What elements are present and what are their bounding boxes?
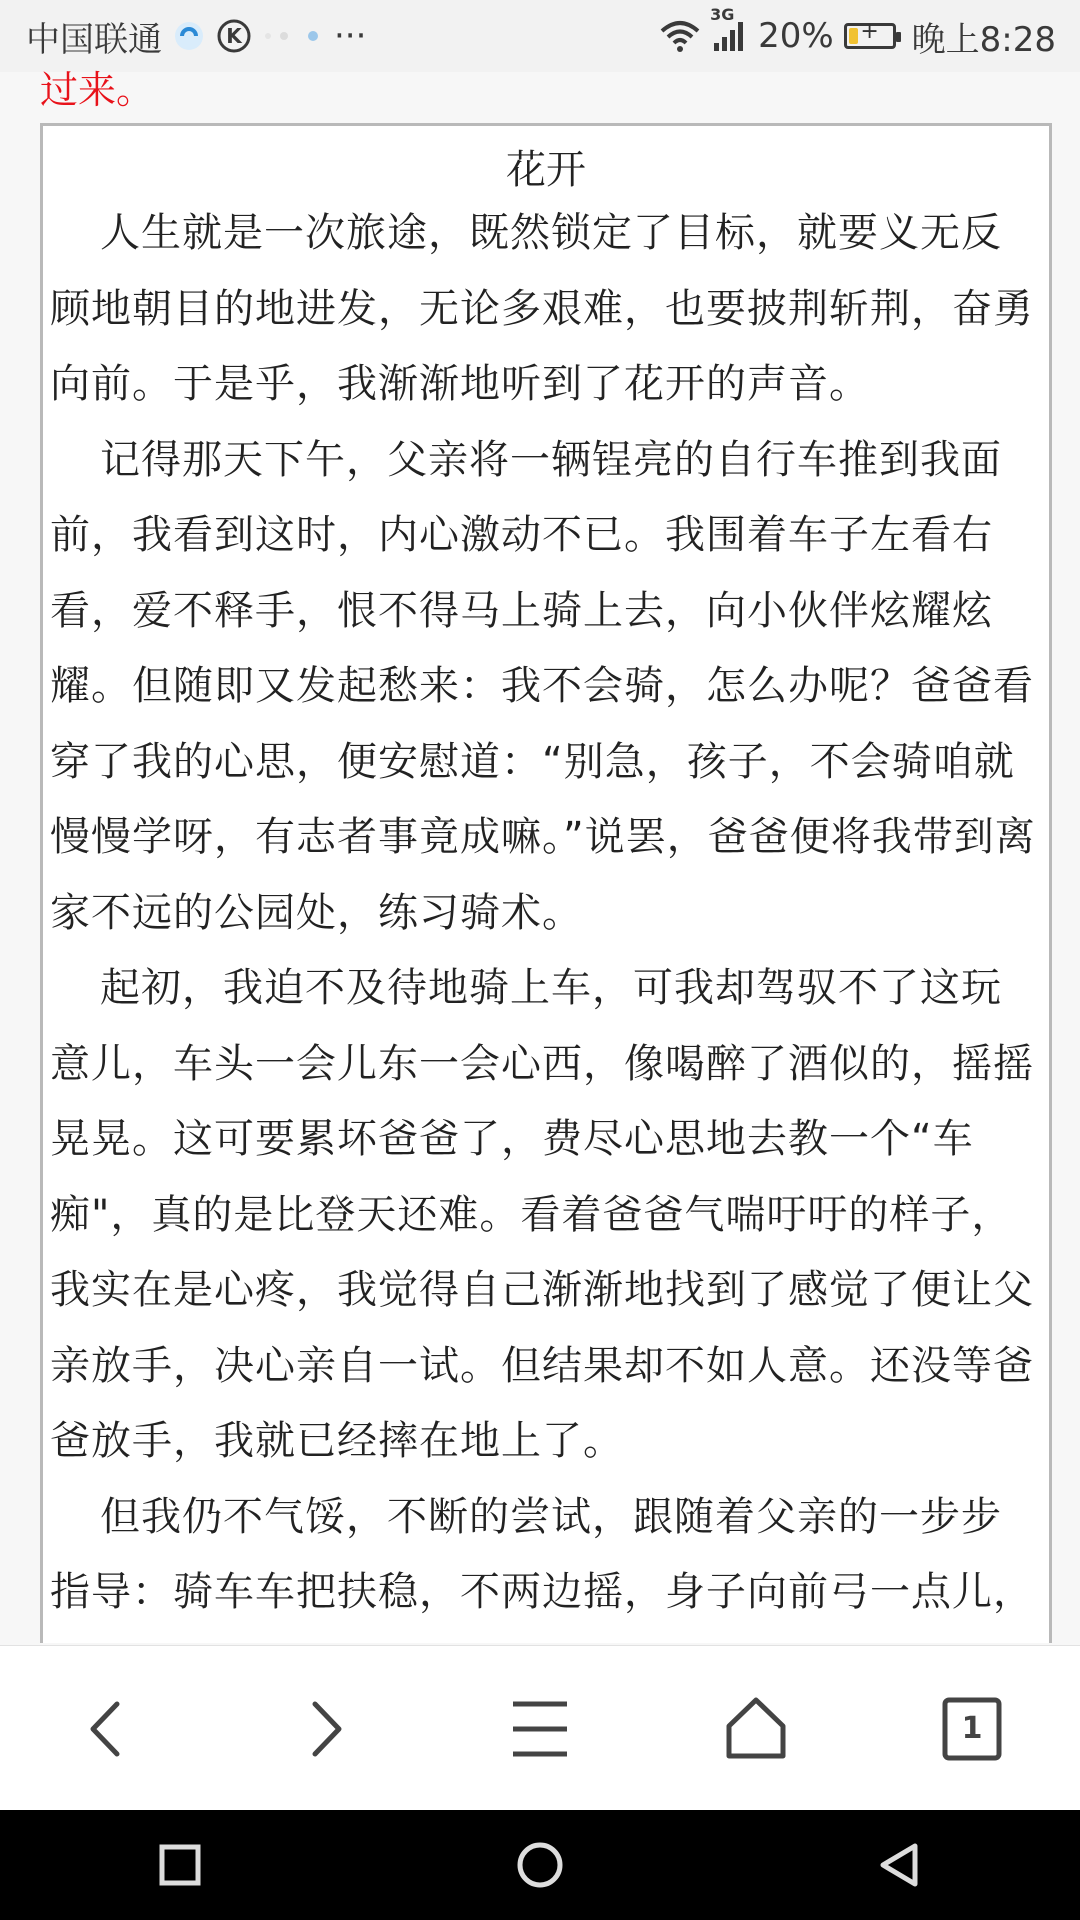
tab-count: 1 [961,1711,983,1746]
back-triangle-icon [873,1838,927,1892]
home-circle-icon [513,1838,567,1892]
browser-toolbar [0,1645,1080,1811]
status-bar [0,0,1080,72]
home-button[interactable] [696,1669,816,1789]
forward-icon [289,1694,359,1764]
article-panel[interactable] [40,123,1052,1643]
k-app-icon [216,18,252,54]
small-dot-icon [262,26,292,46]
article-paragraph: 但我仍不气馁，不断的尝试，跟随着父亲的一步步指导：骑车车把扶稳，不两边摇，身子向前弓一点儿， [50,1493,1034,1615]
system-nav-bar [0,1810,1080,1920]
menu-button[interactable] [480,1669,600,1789]
recents-icon [153,1838,207,1892]
svg-text:K: K [226,24,242,48]
article-paragraph: 起初，我迫不及待地骑上车，可我却驾驭不了这玩意儿，车头一会儿东一会心西，像喝醉了酒似的，摇摇晃晃。这可要累坏爸爸了，费尽心思地去教一个“车痴"，真的是比登天还难。看着爸爸气喘吁吁的样子，我实在是心疼，我觉得自己渐渐地找到了感觉了便让父亲放手，决心亲自一试。但结果却不如人意。还没等爸爸放手，我就已经摔在地上了。 [50,965,1034,1464]
article-title: 花开 [506,147,586,193]
carrier-name: 中国联通 [26,19,162,60]
browser-notification-icon [172,19,206,53]
charging-bolt-icon: + [860,19,879,44]
battery-percent: 20% [758,16,834,56]
clock: 晚上8:28 [911,19,1056,60]
cloud-dot-icon [302,25,324,47]
wifi-icon [658,19,702,53]
system-back-button[interactable] [840,1810,960,1920]
system-home-button[interactable] [480,1810,600,1920]
article-paragraph: 人生就是一次旅途，既然锁定了目标，就要义无反顾地朝目的地进发，无论多艰难，也要披荆斩荆，奋勇向前。于是乎，我渐渐地听到了花开的声音。 [50,210,1034,407]
back-button[interactable] [48,1669,168,1789]
forward-button[interactable] [264,1669,384,1789]
status-right [658,5,1080,61]
menu-icon [505,1694,575,1764]
previous-text-fragment: 过来。 [40,68,155,112]
recents-button[interactable] [120,1810,240,1920]
network-type: 3G [710,5,735,24]
status-left [0,12,366,61]
more-notifications-icon: ··· [334,16,367,56]
back-icon [73,1694,143,1764]
tabs-button[interactable] [912,1669,1032,1789]
battery-icon [844,19,896,49]
article-paragraph: 记得那天下午，父亲将一辆锃亮的自行车推到我面前，我看到这时，内心激动不已。我围着车子左看右看，爱不释手，恨不得马上骑上去，向小伙伴炫耀炫耀。但随即又发起愁来：我不会骑，怎么办呢？爸爸看穿了我的心思，便安慰道：“别急，孩子，不会骑咱就慢慢学呀，有志者事竟成嘛。”说罢，爸爸便将我带到离家不远的公园处，练习骑术。 [50,436,1036,936]
signal-icon [710,5,748,53]
home-icon [721,1694,791,1764]
